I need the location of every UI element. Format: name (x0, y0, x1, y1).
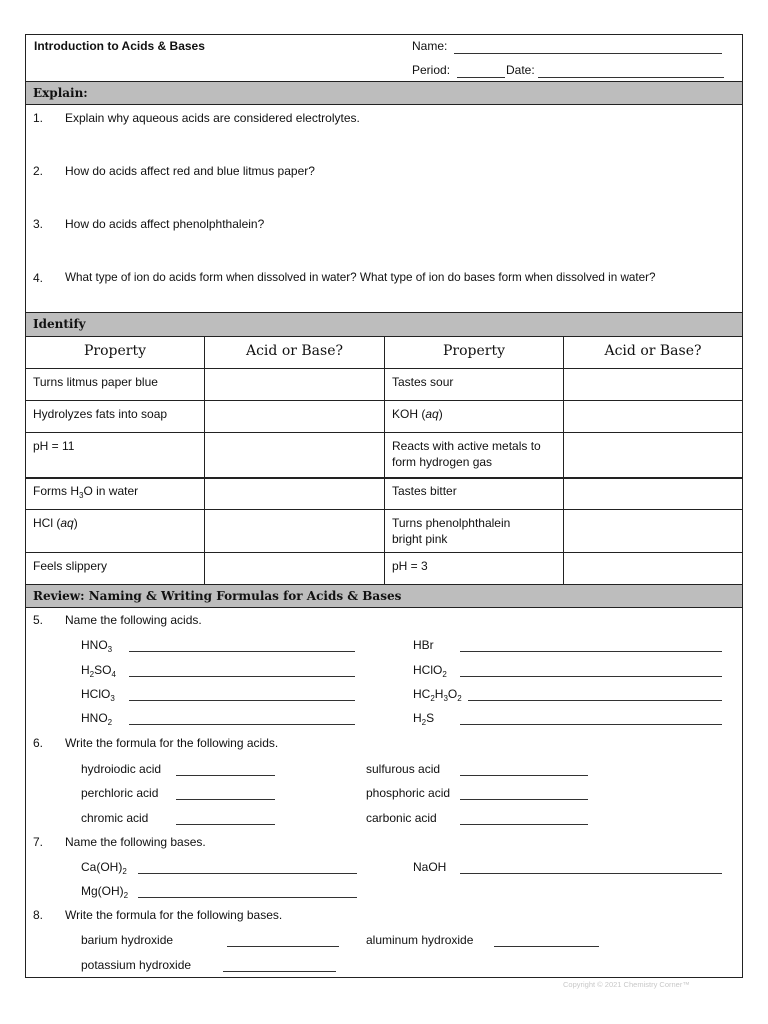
col-header-property: Property (442, 343, 505, 359)
question-2-text: How do acids affect red and blue litmus paper? (65, 164, 315, 178)
formula-label: $HNO_3$ (81, 638, 113, 654)
property-cell: Forms $H_3O$ in water (33, 484, 139, 500)
formula-label: $H_2SO_4$ (81, 663, 116, 679)
question-7-number: 7. (33, 835, 44, 849)
name-field[interactable] (454, 53, 722, 54)
answer-blank[interactable] (460, 676, 722, 677)
answer-blank[interactable] (176, 824, 275, 825)
property-cell: pH = 3 (392, 559, 428, 573)
answer-blank[interactable] (138, 873, 357, 874)
question-6-text: Write the formula for the following acids. (65, 736, 279, 750)
explain-section-header (26, 81, 742, 105)
worksheet-title: Introduction to Acids & Bases (34, 39, 205, 53)
acid-name-label: sulfurous acid (366, 762, 441, 776)
base-name-label: potassium hydroxide (81, 958, 192, 972)
explain-heading: Explain: (33, 86, 88, 100)
answer-blank[interactable] (129, 651, 355, 652)
table-rule (26, 509, 742, 510)
answer-blank[interactable] (176, 799, 275, 800)
formula-label: $Mg(OH)_2$ (81, 884, 129, 900)
date-field[interactable] (538, 77, 724, 78)
answer-blank[interactable] (460, 775, 588, 776)
acid-name-label: hydroiodic acid (81, 762, 162, 776)
table-divider (204, 337, 205, 584)
property-cell: Feels slippery (33, 559, 108, 573)
answer-blank[interactable] (129, 700, 355, 701)
answer-blank[interactable] (460, 873, 722, 874)
property-cell: Turns litmus paper blue (33, 375, 158, 389)
formula-label: HClO$_3$ (81, 687, 115, 703)
formula-label: $HNO_2$ (81, 711, 113, 727)
property-cell: Tastes bitter (392, 484, 457, 498)
answer-blank[interactable] (468, 700, 722, 701)
question-8-text: Write the formula for the following bases. (65, 908, 283, 922)
question-2-number: 2. (33, 164, 44, 178)
table-divider (384, 337, 385, 584)
identify-heading: Identify (33, 317, 86, 331)
question-6-number: 6. (33, 736, 44, 750)
review-heading: Review: Naming & Writing Formulas for Acids & Bases (33, 589, 402, 603)
formula-label: HBr (413, 638, 434, 652)
answer-blank[interactable] (129, 676, 355, 677)
question-5-number: 5. (33, 613, 44, 627)
answer-blank[interactable] (129, 724, 355, 725)
base-name-label: barium hydroxide (81, 933, 174, 947)
identify-section-header (26, 312, 742, 337)
property-cell: Reacts with active metals to form hydrogen gas (392, 439, 541, 469)
period-field[interactable] (457, 77, 505, 78)
base-name-label: aluminum hydroxide (366, 933, 474, 947)
formula-label: NaOH (413, 860, 447, 874)
table-rule (26, 432, 742, 433)
answer-blank[interactable] (227, 946, 339, 947)
answer-blank[interactable] (460, 824, 588, 825)
property-cell: Hydrolyzes fats into soap (33, 407, 168, 421)
period-label: Period: (412, 63, 451, 77)
acid-name-label: chromic acid (81, 811, 149, 825)
answer-blank[interactable] (494, 946, 599, 947)
property-cell: KOH (aq) (392, 407, 443, 421)
answer-blank[interactable] (460, 651, 722, 652)
date-label: Date: (506, 63, 535, 77)
acid-name-label: perchloric acid (81, 786, 159, 800)
question-7-text: Name the following bases. (65, 835, 206, 849)
table-rule (26, 552, 742, 553)
name-label: Name: (412, 39, 448, 53)
col-header-property: Property (83, 343, 146, 359)
property-cell: Tastes sour (392, 375, 454, 389)
question-1-number: 1. (33, 111, 44, 125)
acid-name-label: carbonic acid (366, 811, 437, 825)
formula-label: $Ca(OH)_2$ (81, 860, 127, 876)
property-cell: pH = 11 (33, 439, 75, 453)
formula-label: $H_2S$ (413, 711, 435, 727)
property-cell: Turns phenolphthalein bright pink (392, 516, 511, 546)
question-1-text: Explain why aqueous acids are considered electrolytes. (65, 111, 360, 125)
formula-label: $HC_2H_3O_2$ (413, 687, 462, 703)
review-section-header (26, 584, 742, 608)
answer-blank[interactable] (460, 799, 588, 800)
formula-label: HClO$_2$ (413, 663, 447, 679)
answer-blank[interactable] (223, 971, 336, 972)
col-header-acid-or-base: Acid or Base? (245, 343, 344, 359)
question-4-text: What type of ion do acids form when dissolved in water? What type of ion do bases form when dissolved in water? (65, 271, 656, 284)
table-divider (563, 337, 564, 584)
table-rule (26, 400, 742, 401)
answer-blank[interactable] (138, 897, 357, 898)
question-8-number: 8. (33, 908, 44, 922)
answer-blank[interactable] (460, 724, 722, 725)
answer-blank[interactable] (176, 775, 275, 776)
col-header-acid-or-base: Acid or Base? (604, 343, 702, 359)
acid-name-label: phosphoric acid (366, 786, 451, 800)
question-4-number: 4. (33, 271, 44, 285)
question-3-text: How do acids affect phenolphthalein? (65, 217, 265, 231)
property-cell: HCl (aq) (33, 516, 78, 530)
copyright-text: Copyright © 2021 Chemistry Corner™ (563, 980, 690, 989)
question-5-text: Name the following acids. (65, 613, 202, 627)
question-3-number: 3. (33, 217, 44, 231)
table-rule (26, 368, 742, 369)
table-rule (26, 477, 742, 479)
